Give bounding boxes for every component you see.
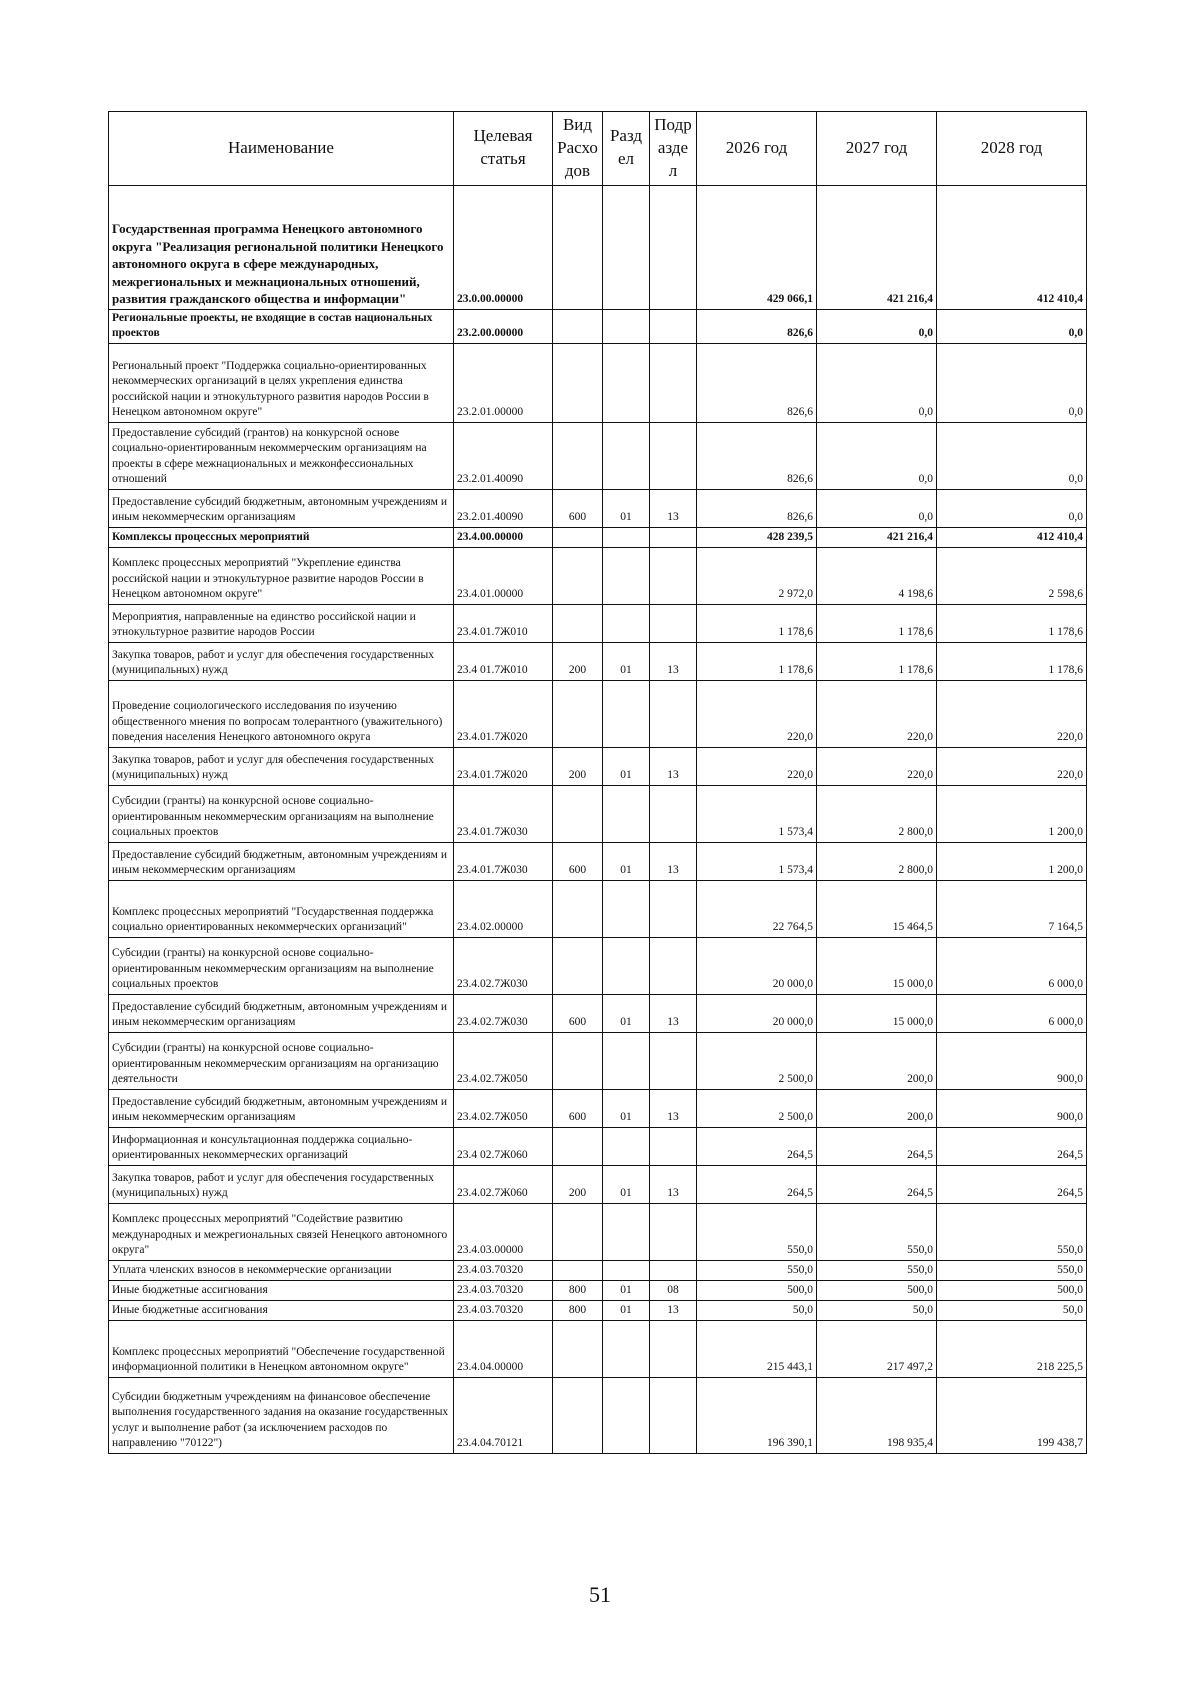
- cell-2027: 217 497,2: [817, 1320, 937, 1377]
- cell-name: Субсидии бюджетным учреждениям на финансовое обеспечение выполнения государственного задания на оказание государственных услуг и выполнение работ (за исключением расходов по направлению "70122"): [109, 1377, 454, 1453]
- cell-name: Закупка товаров, работ и услуг для обеспечения государственных (муниципальных) нужд: [109, 747, 454, 785]
- cell-subsection: [650, 422, 697, 489]
- cell-subsection: [650, 343, 697, 422]
- table-row: [109, 785, 1087, 842]
- page-number: 51: [589, 1582, 611, 1607]
- cell-2028: 220,0: [937, 680, 1087, 747]
- cell-name: Информационная и консультационная поддержка социально-ориентированных некоммерческих организаций: [109, 1127, 454, 1165]
- cell-2027: 500,0: [817, 1280, 937, 1300]
- cell-subsection: 13: [650, 642, 697, 680]
- cell-expense-type: [553, 343, 603, 422]
- cell-2028: 900,0: [937, 1089, 1087, 1127]
- cell-subsection: [650, 185, 697, 309]
- cell-2027: 15 000,0: [817, 994, 937, 1032]
- cell-2027: 550,0: [817, 1260, 937, 1280]
- cell-name: Комплексы процессных мероприятий: [109, 527, 454, 547]
- cell-2027: 264,5: [817, 1127, 937, 1165]
- cell-expense-type: 600: [553, 994, 603, 1032]
- cell-expense-type: 200: [553, 642, 603, 680]
- cell-section: 01: [603, 489, 650, 527]
- cell-expense-type: [553, 185, 603, 309]
- cell-section: [603, 1320, 650, 1377]
- cell-2026: 429 066,1: [697, 185, 817, 309]
- cell-2028: 6 000,0: [937, 994, 1087, 1032]
- cell-target-article: 23.4 02.7Ж060: [454, 1127, 553, 1165]
- cell-expense-type: [553, 604, 603, 642]
- cell-target-article: 23.2.01.00000: [454, 343, 553, 422]
- cell-subsection: 13: [650, 1165, 697, 1203]
- cell-expense-type: [553, 422, 603, 489]
- cell-subsection: [650, 785, 697, 842]
- cell-2026: 2 500,0: [697, 1089, 817, 1127]
- cell-2026: 550,0: [697, 1203, 817, 1260]
- cell-target-article: 23.4 01.7Ж010: [454, 642, 553, 680]
- cell-2026: 1 573,4: [697, 842, 817, 880]
- header-name: Наименование: [109, 112, 454, 186]
- cell-section: 01: [603, 642, 650, 680]
- cell-expense-type: 600: [553, 1089, 603, 1127]
- cell-2028: 900,0: [937, 1032, 1087, 1089]
- cell-expense-type: [553, 1127, 603, 1165]
- cell-expense-type: [553, 1203, 603, 1260]
- table-row: [109, 1089, 1087, 1127]
- cell-section: 01: [603, 747, 650, 785]
- table-row: [109, 422, 1087, 489]
- cell-expense-type: [553, 547, 603, 604]
- cell-expense-type: 600: [553, 842, 603, 880]
- cell-2028: 1 200,0: [937, 842, 1087, 880]
- table-header-row: [109, 112, 1087, 186]
- cell-2028: 0,0: [937, 343, 1087, 422]
- cell-subsection: 13: [650, 1089, 697, 1127]
- cell-target-article: 23.4.01.7Ж020: [454, 680, 553, 747]
- cell-2026: 826,6: [697, 489, 817, 527]
- cell-name: Региональные проекты, не входящие в состав национальных проектов: [109, 309, 454, 343]
- cell-expense-type: [553, 1260, 603, 1280]
- table-row: [109, 1127, 1087, 1165]
- cell-subsection: [650, 309, 697, 343]
- cell-expense-type: [553, 785, 603, 842]
- cell-section: 01: [603, 1280, 650, 1300]
- cell-2028: 2 598,6: [937, 547, 1087, 604]
- cell-2027: 50,0: [817, 1300, 937, 1320]
- table-row: [109, 1260, 1087, 1280]
- cell-2027: 0,0: [817, 422, 937, 489]
- cell-2028: 50,0: [937, 1300, 1087, 1320]
- cell-name: Предоставление субсидий (грантов) на конкурсной основе социально-ориентированным некоммерческим организациям на проекты в сфере межнациональных и межконфессиональных отношений: [109, 422, 454, 489]
- cell-subsection: [650, 1203, 697, 1260]
- cell-subsection: [650, 937, 697, 994]
- cell-target-article: 23.4.02.7Ж030: [454, 937, 553, 994]
- cell-subsection: 13: [650, 747, 697, 785]
- cell-2027: 198 935,4: [817, 1377, 937, 1453]
- cell-2027: 200,0: [817, 1089, 937, 1127]
- table-row: [109, 604, 1087, 642]
- cell-2027: 421 216,4: [817, 185, 937, 309]
- cell-expense-type: [553, 1032, 603, 1089]
- cell-2026: 220,0: [697, 680, 817, 747]
- table-row: [109, 1203, 1087, 1260]
- cell-target-article: 23.4.01.00000: [454, 547, 553, 604]
- cell-2026: 500,0: [697, 1280, 817, 1300]
- cell-2026: 428 239,5: [697, 527, 817, 547]
- cell-expense-type: [553, 527, 603, 547]
- budget-table: [108, 111, 1087, 1454]
- cell-subsection: [650, 604, 697, 642]
- table-row: [109, 642, 1087, 680]
- cell-2026: 196 390,1: [697, 1377, 817, 1453]
- cell-target-article: 23.4.01.7Ж030: [454, 785, 553, 842]
- cell-2028: 0,0: [937, 422, 1087, 489]
- cell-2026: 550,0: [697, 1260, 817, 1280]
- table-row: [109, 1165, 1087, 1203]
- cell-name: Предоставление субсидий бюджетным, автономным учреждениям и иным некоммерческим организациям: [109, 489, 454, 527]
- table-row: [109, 994, 1087, 1032]
- cell-subsection: [650, 1127, 697, 1165]
- cell-name: Мероприятия, направленные на единство российской нации и этнокультурное развитие народов России: [109, 604, 454, 642]
- cell-2026: 20 000,0: [697, 937, 817, 994]
- cell-2028: 218 225,5: [937, 1320, 1087, 1377]
- cell-2027: 4 198,6: [817, 547, 937, 604]
- cell-section: [603, 937, 650, 994]
- table-row: [109, 527, 1087, 547]
- cell-target-article: 23.4.03.70320: [454, 1300, 553, 1320]
- cell-2026: 215 443,1: [697, 1320, 817, 1377]
- table-row: [109, 1320, 1087, 1377]
- cell-2026: 826,6: [697, 343, 817, 422]
- cell-name: Комплекс процессных мероприятий "Укрепление единства российской нации и этнокультурное развитие народов России в Ненецком автономном округе": [109, 547, 454, 604]
- cell-section: [603, 185, 650, 309]
- cell-expense-type: [553, 680, 603, 747]
- cell-expense-type: [553, 880, 603, 937]
- cell-subsection: 13: [650, 994, 697, 1032]
- cell-subsection: [650, 527, 697, 547]
- table-row: [109, 747, 1087, 785]
- cell-section: 01: [603, 1300, 650, 1320]
- cell-section: [603, 1032, 650, 1089]
- cell-name: Субсидии (гранты) на конкурсной основе социально-ориентированным некоммерческим организациям на выполнение социальных проектов: [109, 937, 454, 994]
- cell-name: Региональный проект "Поддержка социально-ориентированных некоммерческих организаций в целях укрепления единства российской нации и этнокультурного развития народов России в Ненецком автономном округе": [109, 343, 454, 422]
- cell-target-article: 23.4.02.00000: [454, 880, 553, 937]
- cell-expense-type: 800: [553, 1300, 603, 1320]
- cell-name: Субсидии (гранты) на конкурсной основе социально-ориентированным некоммерческим организациям на выполнение социальных проектов: [109, 785, 454, 842]
- cell-2028: 6 000,0: [937, 937, 1087, 994]
- cell-target-article: 23.4.02.7Ж060: [454, 1165, 553, 1203]
- cell-target-article: 23.0.00.00000: [454, 185, 553, 309]
- cell-subsection: [650, 1377, 697, 1453]
- cell-expense-type: 800: [553, 1280, 603, 1300]
- cell-name: Предоставление субсидий бюджетным, автономным учреждениям и иным некоммерческим организациям: [109, 1089, 454, 1127]
- cell-2028: 199 438,7: [937, 1377, 1087, 1453]
- cell-section: [603, 785, 650, 842]
- cell-2026: 20 000,0: [697, 994, 817, 1032]
- cell-section: [603, 1260, 650, 1280]
- table-row: [109, 185, 1087, 309]
- cell-subsection: [650, 1320, 697, 1377]
- cell-section: 01: [603, 1089, 650, 1127]
- table-row: [109, 1280, 1087, 1300]
- cell-target-article: 23.2.01.40090: [454, 489, 553, 527]
- cell-2026: 50,0: [697, 1300, 817, 1320]
- cell-subsection: 13: [650, 1300, 697, 1320]
- cell-subsection: 08: [650, 1280, 697, 1300]
- cell-expense-type: [553, 1377, 603, 1453]
- cell-2028: 550,0: [937, 1203, 1087, 1260]
- cell-name: Субсидии (гранты) на конкурсной основе социально-ориентированным некоммерческим организациям на организацию деятельности: [109, 1032, 454, 1089]
- cell-2027: 220,0: [817, 680, 937, 747]
- cell-2028: 264,5: [937, 1165, 1087, 1203]
- cell-2028: 1 178,6: [937, 604, 1087, 642]
- cell-expense-type: 200: [553, 747, 603, 785]
- cell-expense-type: [553, 309, 603, 343]
- cell-target-article: 23.4.03.00000: [454, 1203, 553, 1260]
- cell-2028: 0,0: [937, 309, 1087, 343]
- cell-2027: 0,0: [817, 309, 937, 343]
- cell-2028: 1 200,0: [937, 785, 1087, 842]
- cell-2027: 2 800,0: [817, 842, 937, 880]
- cell-2027: 2 800,0: [817, 785, 937, 842]
- cell-name: Закупка товаров, работ и услуг для обеспечения государственных (муниципальных) нужд: [109, 642, 454, 680]
- cell-name: Иные бюджетные ассигнования: [109, 1300, 454, 1320]
- table-row: [109, 489, 1087, 527]
- header-year-2026: 2026 год: [697, 112, 817, 186]
- cell-2028: 220,0: [937, 747, 1087, 785]
- cell-subsection: 13: [650, 489, 697, 527]
- cell-2026: 264,5: [697, 1165, 817, 1203]
- cell-subsection: [650, 880, 697, 937]
- cell-subsection: [650, 680, 697, 747]
- cell-2028: 550,0: [937, 1260, 1087, 1280]
- cell-target-article: 23.4.02.7Ж030: [454, 994, 553, 1032]
- table-row: [109, 547, 1087, 604]
- cell-2026: 826,6: [697, 309, 817, 343]
- cell-target-article: 23.4.04.70121: [454, 1377, 553, 1453]
- cell-name: Предоставление субсидий бюджетным, автономным учреждениям и иным некоммерческим организациям: [109, 842, 454, 880]
- table-row: [109, 343, 1087, 422]
- cell-2028: 264,5: [937, 1127, 1087, 1165]
- table-row: [109, 937, 1087, 994]
- cell-name: Комплекс процессных мероприятий "Обеспечение государственной информационной политики в Ненецком автономном округе": [109, 1320, 454, 1377]
- cell-2027: 264,5: [817, 1165, 937, 1203]
- cell-2026: 264,5: [697, 1127, 817, 1165]
- cell-2026: 1 178,6: [697, 642, 817, 680]
- cell-2027: 550,0: [817, 1203, 937, 1260]
- cell-section: [603, 680, 650, 747]
- cell-2027: 1 178,6: [817, 642, 937, 680]
- table-body: [109, 185, 1087, 1453]
- cell-2027: 1 178,6: [817, 604, 937, 642]
- header-section: Разд ел: [603, 112, 650, 186]
- cell-expense-type: [553, 1320, 603, 1377]
- cell-2027: 0,0: [817, 489, 937, 527]
- cell-target-article: 23.4.01.7Ж010: [454, 604, 553, 642]
- cell-target-article: 23.2.00.00000: [454, 309, 553, 343]
- header-subsection: Подр азде л: [650, 112, 697, 186]
- cell-2026: 826,6: [697, 422, 817, 489]
- cell-section: [603, 309, 650, 343]
- cell-name: Проведение социологического исследования по изучению общественного мнения по вопросам толерантного (уважительного) поведения населения Ненецкого автономного округа: [109, 680, 454, 747]
- header-year-2028: 2028 год: [937, 112, 1087, 186]
- cell-2028: 0,0: [937, 489, 1087, 527]
- cell-target-article: 23.4.01.7Ж020: [454, 747, 553, 785]
- cell-target-article: 23.4.01.7Ж030: [454, 842, 553, 880]
- header-target-article: Целевая статья: [454, 112, 553, 186]
- cell-section: [603, 527, 650, 547]
- cell-section: 01: [603, 1165, 650, 1203]
- cell-expense-type: 600: [553, 489, 603, 527]
- cell-2028: 412 410,4: [937, 527, 1087, 547]
- cell-2026: 1 573,4: [697, 785, 817, 842]
- cell-2027: 15 464,5: [817, 880, 937, 937]
- cell-target-article: 23.4.00.00000: [454, 527, 553, 547]
- table-row: [109, 1300, 1087, 1320]
- cell-subsection: 13: [650, 842, 697, 880]
- cell-2027: 200,0: [817, 1032, 937, 1089]
- cell-name: Государственная программа Ненецкого автономного округа "Реализация региональной политики Ненецкого автономного округа в сфере международных, межрегиональных и межнациональных отношений, развития гражданского общества и информации": [109, 185, 454, 309]
- cell-section: [603, 1203, 650, 1260]
- cell-2026: 1 178,6: [697, 604, 817, 642]
- cell-2028: 7 164,5: [937, 880, 1087, 937]
- cell-expense-type: 200: [553, 1165, 603, 1203]
- cell-section: [603, 547, 650, 604]
- cell-2027: 0,0: [817, 343, 937, 422]
- cell-subsection: [650, 1032, 697, 1089]
- table-row: [109, 1032, 1087, 1089]
- table-row: [109, 880, 1087, 937]
- cell-2026: 22 764,5: [697, 880, 817, 937]
- cell-section: [603, 422, 650, 489]
- header-year-2027: 2027 год: [817, 112, 937, 186]
- cell-name: Уплата членских взносов в некоммерческие организации: [109, 1260, 454, 1280]
- cell-target-article: 23.4.03.70320: [454, 1260, 553, 1280]
- cell-target-article: 23.2.01.40090: [454, 422, 553, 489]
- cell-target-article: 23.4.04.00000: [454, 1320, 553, 1377]
- table-row: [109, 680, 1087, 747]
- cell-subsection: [650, 1260, 697, 1280]
- cell-2027: 220,0: [817, 747, 937, 785]
- cell-target-article: 23.4.02.7Ж050: [454, 1089, 553, 1127]
- table-row: [109, 842, 1087, 880]
- header-expense-type: Вид Расхо дов: [553, 112, 603, 186]
- cell-section: [603, 1127, 650, 1165]
- cell-2026: 2 972,0: [697, 547, 817, 604]
- cell-name: Комплекс процессных мероприятий "Государственная поддержка социально ориентированных некоммерческих организаций": [109, 880, 454, 937]
- cell-2028: 500,0: [937, 1280, 1087, 1300]
- cell-section: [603, 1377, 650, 1453]
- cell-target-article: 23.4.03.70320: [454, 1280, 553, 1300]
- cell-section: [603, 880, 650, 937]
- cell-name: Комплекс процессных мероприятий "Содействие развитию международных и межрегиональных связей Ненецкого автономного округа": [109, 1203, 454, 1260]
- cell-subsection: [650, 547, 697, 604]
- cell-section: [603, 343, 650, 422]
- cell-section: 01: [603, 994, 650, 1032]
- cell-name: Закупка товаров, работ и услуг для обеспечения государственных (муниципальных) нужд: [109, 1165, 454, 1203]
- cell-2028: 412 410,4: [937, 185, 1087, 309]
- cell-section: [603, 604, 650, 642]
- cell-target-article: 23.4.02.7Ж050: [454, 1032, 553, 1089]
- cell-expense-type: [553, 937, 603, 994]
- cell-2027: 15 000,0: [817, 937, 937, 994]
- cell-2028: 1 178,6: [937, 642, 1087, 680]
- cell-name: Предоставление субсидий бюджетным, автономным учреждениям и иным некоммерческим организациям: [109, 994, 454, 1032]
- cell-name: Иные бюджетные ассигнования: [109, 1280, 454, 1300]
- table-row: [109, 1377, 1087, 1453]
- cell-2026: 2 500,0: [697, 1032, 817, 1089]
- cell-section: 01: [603, 842, 650, 880]
- cell-2027: 421 216,4: [817, 527, 937, 547]
- table-row: [109, 309, 1087, 343]
- cell-2026: 220,0: [697, 747, 817, 785]
